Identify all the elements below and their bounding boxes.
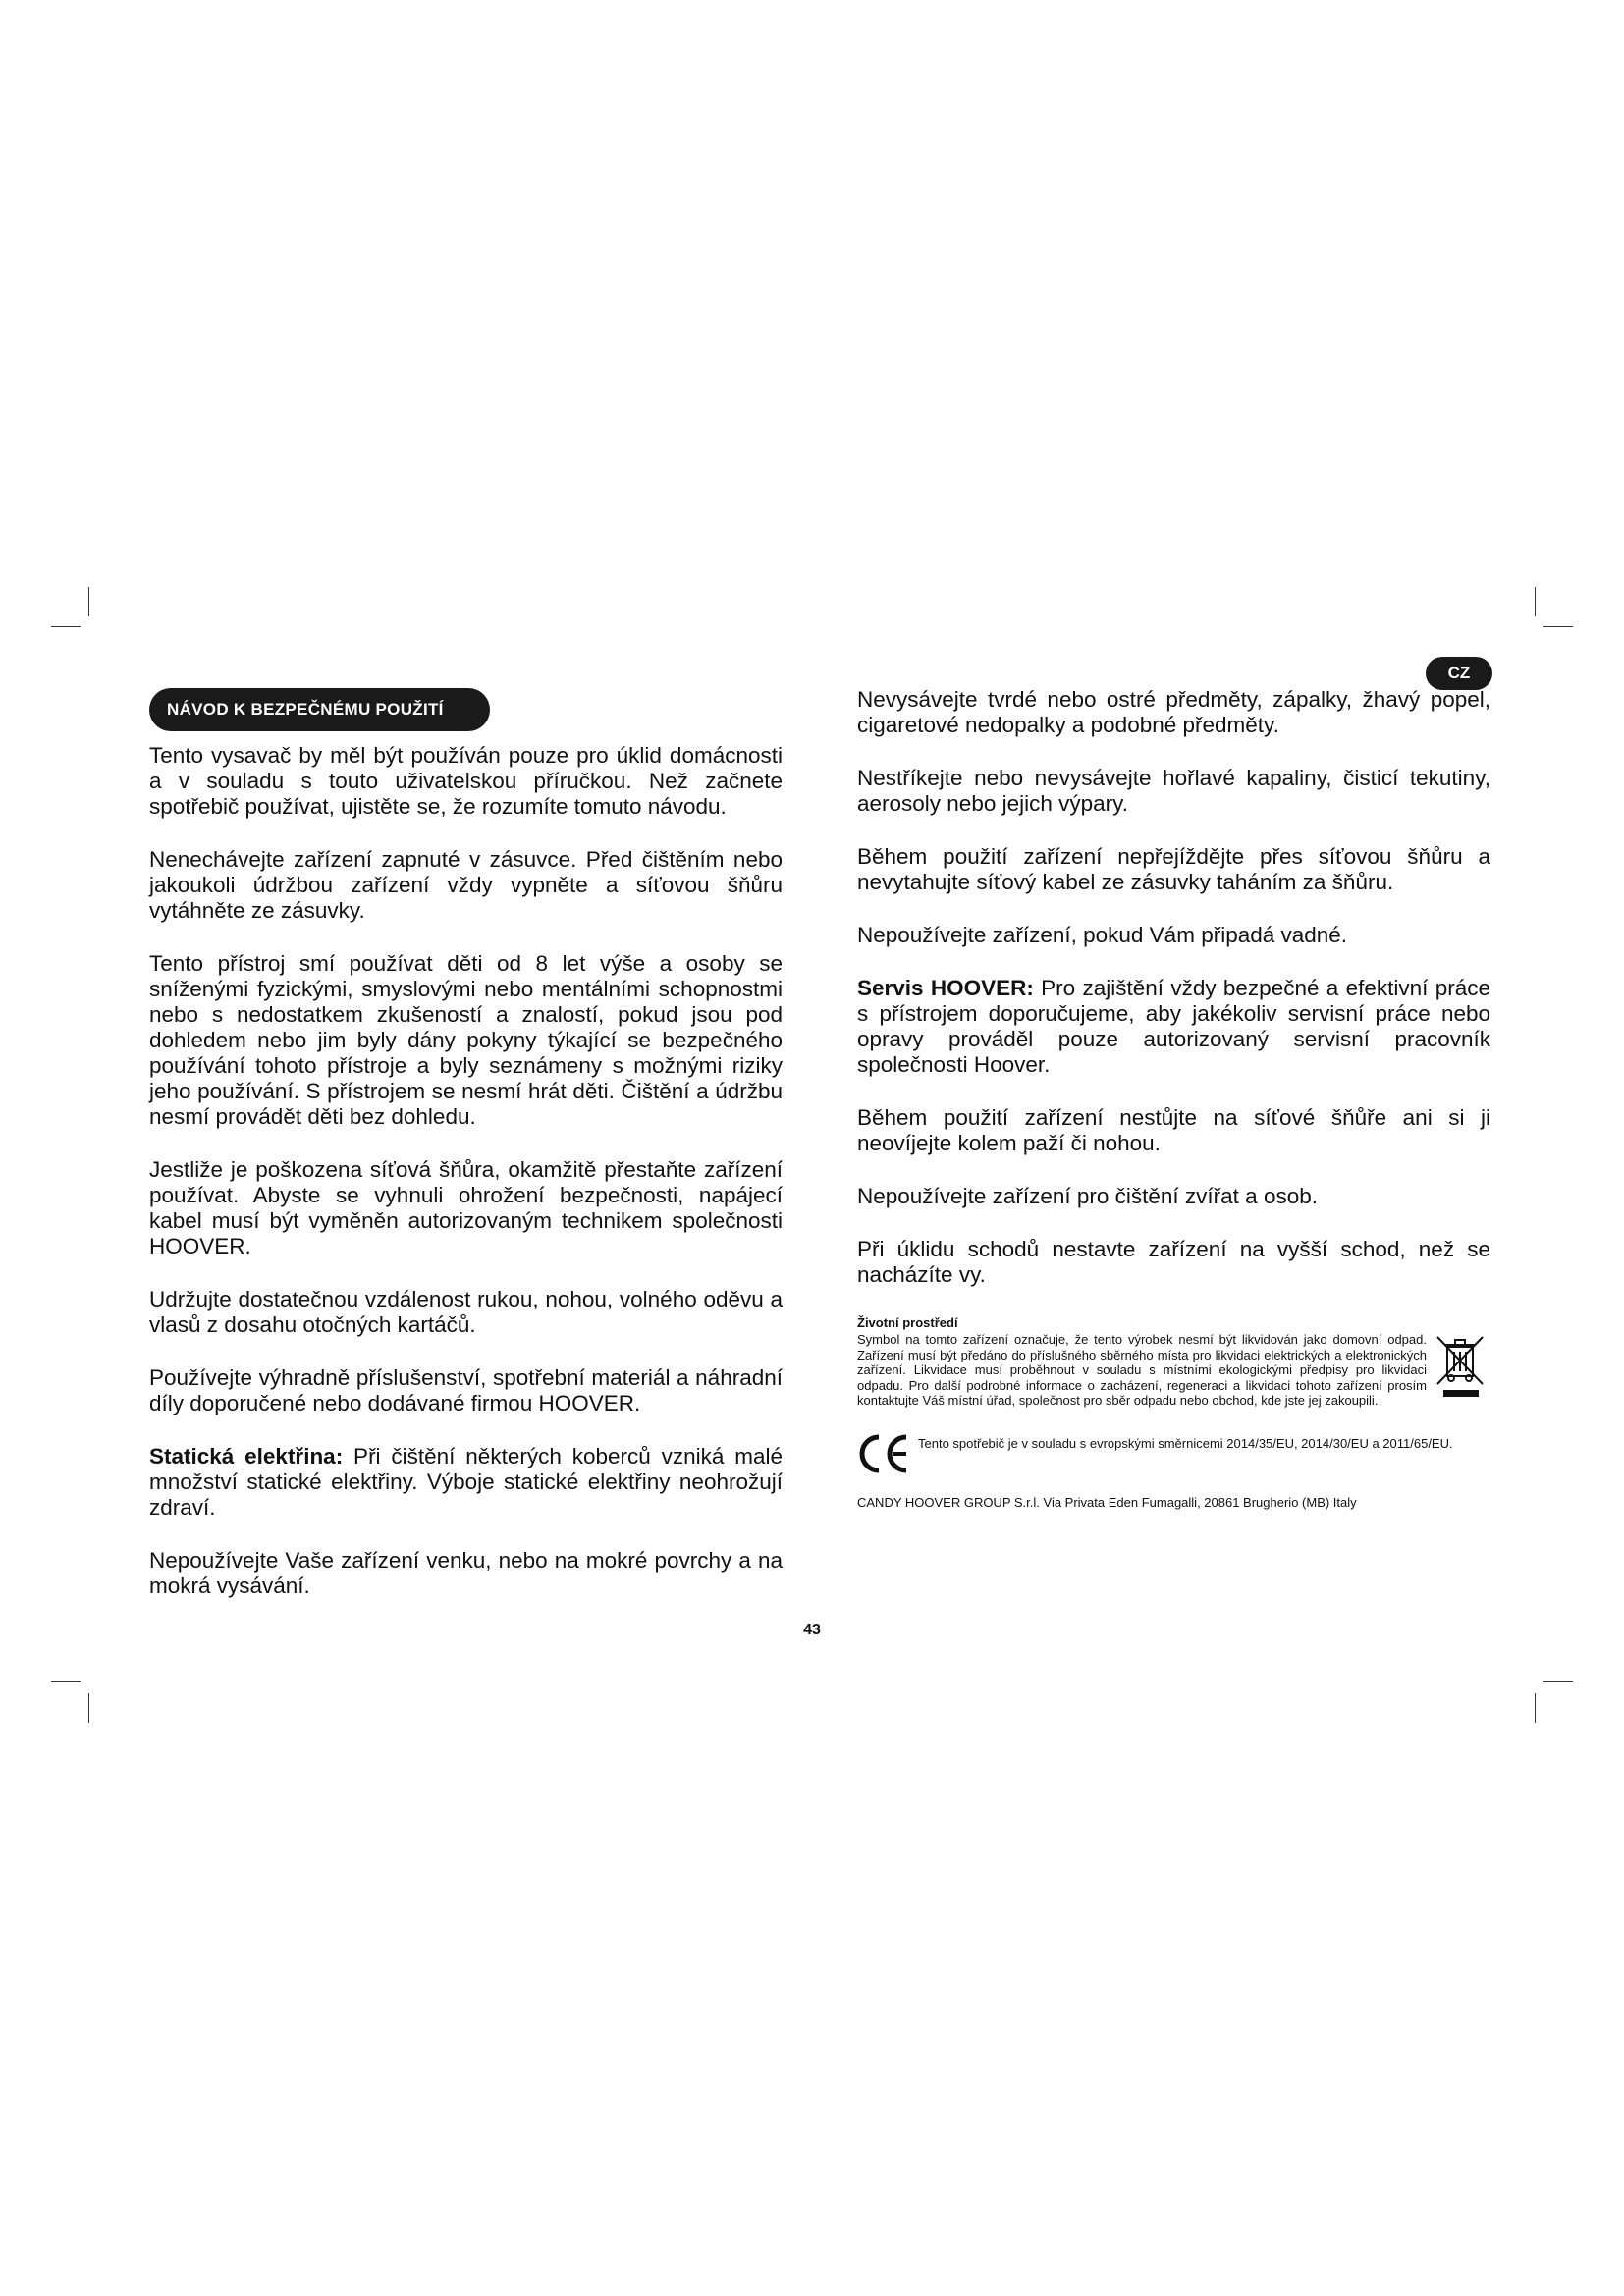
crop-mark <box>1543 626 1573 627</box>
paragraph-text: Při čištění některých koberců vzniká malé množství statické elektřiny. Výboje statické elektřiny neohrožují zdraví. <box>149 1444 783 1520</box>
paragraph: Jestliže je poškozena síťová šňůra, okamžitě přestaňte zařízení používat. Abyste se vyhnuli ohrožení bezpečnosti, napájecí kabel musí být vyměněn autorizovaným technikem společnosti HOOVER. <box>149 1157 783 1258</box>
left-column <box>149 743 783 1627</box>
environment-section <box>857 1315 1490 1409</box>
paragraph: Nestříkejte nebo nevysávejte hořlavé kapaliny, čisticí tekutiny, aerosoly nebo jejich výpary. <box>857 766 1490 816</box>
paragraph: Udržujte dostatečnou vzdálenost rukou, nohou, volného oděvu a vlasů z dosahu otočných kartáčů. <box>149 1287 783 1337</box>
crop-mark <box>1543 1681 1573 1682</box>
paragraph-label: Statická elektřina: <box>149 1444 344 1468</box>
paragraph: Nepoužívejte zařízení pro čištění zvířat a osob. <box>857 1184 1318 1208</box>
crop-mark <box>88 587 89 616</box>
paragraph-text: Pro zajištění vždy bezpečné a efektivní práce s přístrojem doporučujeme, aby jakékoliv servisní práce nebo opravy prováděl pouze autorizovaný servisní pracovník společnosti Hoover. <box>857 976 1490 1077</box>
paragraph: Tento přístroj smí používat děti od 8 let výše a osoby se sníženými fyzickými, smyslovými nebo mentálními schopnostmi nebo s nedostatkem zkušeností a znalostí, pokud jsou pod dohledem nebo jim byly dány pokyny týkající se bezpečného používání tohoto přístroje a byly seznámeny s možnými riziky jeho používání. S přístrojem se nesmí hrát děti. Čištění a údržbu nesmí provádět děti bez dohledu. <box>149 951 783 1129</box>
weee-bin-icon <box>1432 1333 1490 1402</box>
right-column <box>857 687 1490 1511</box>
language-badge: CZ <box>1426 657 1492 690</box>
paragraph: Nepoužívejte zařízení, pokud Vám připadá vadné. <box>857 923 1348 947</box>
paragraph: Během použití zařízení nepřejíždějte přes síťovou šňůru a nevytahujte síťový kabel ze zásuvky taháním za šňůru. <box>857 844 1490 894</box>
paragraph: Používejte výhradně příslušenství, spotřební materiál a náhradní díly doporučené nebo dodávané firmou HOOVER. <box>149 1365 783 1415</box>
paragraph-service <box>857 976 1490 1078</box>
environment-text: Symbol na tomto zařízení označuje, že tento výrobek nesmí být likvidován jako domovní odpad. Zařízení musí být předáno do příslušného sběrného místa pro likvidaci elektrických a elektronických zařízení. Likvidace musí proběhnout v souladu s místními ekologickými předpisy pro likvidaci odpadu. Pro další podrobné informace o zacházení, regeneraci a likvidaci tohoto zařízení prosím kontaktujte Váš místní úřad, společnost pro sběr odpadu nebo obchod, kde jste jej zakoupili. <box>857 1332 1427 1408</box>
page-number: 43 <box>803 1622 821 1638</box>
paragraph: Tento vysavač by měl být používán pouze pro úklid domácnosti a v souladu s touto uživatelskou příručkou. Než začnete spotřebič používat, ujistěte se, že rozumíte tomuto návodu. <box>149 743 783 819</box>
paragraph: Nepoužívejte Vaše zařízení venku, nebo na mokré povrchy a na mokrá vysávání. <box>149 1548 783 1598</box>
paragraph: Při úklidu schodů nestavte zařízení na vyšší schod, než se nacházíte vy. <box>857 1237 1490 1287</box>
ce-mark-icon <box>857 1432 914 1475</box>
environment-title: Životní prostředí <box>857 1315 958 1330</box>
section-title: NÁVOD K BEZPEČNÉMU POUŽITÍ <box>149 688 490 731</box>
ce-text: Tento spotřebič je v souladu s evropskými směrnicemi 2014/35/EU, 2014/30/EU a 2011/65/EU. <box>918 1435 1453 1451</box>
paragraph: Nenechávejte zařízení zapnuté v zásuvce. Před čištěním nebo jakoukoli údržbou zařízení vždy vypněte a síťovou šňůru vytáhněte ze zásuvky. <box>149 847 783 923</box>
ce-section <box>857 1432 1490 1475</box>
paragraph: Nevysávejte tvrdé nebo ostré předměty, zápalky, žhavý popel, cigaretové nedopalky a podobné předměty. <box>857 687 1490 737</box>
crop-mark <box>51 626 81 627</box>
paragraph-label: Servis HOOVER: <box>857 976 1034 1000</box>
crop-mark <box>1535 587 1536 616</box>
crop-mark <box>88 1693 89 1723</box>
company-address: CANDY HOOVER GROUP S.r.l. Via Privata Eden Fumagalli, 20861 Brugherio (MB) Italy <box>857 1494 1357 1510</box>
crop-mark <box>1535 1693 1536 1723</box>
paragraph-static-electricity <box>149 1444 783 1521</box>
paragraph: Během použití zařízení nestůjte na síťové šňůře ani si ji neovíjejte kolem paží či nohou. <box>857 1105 1490 1155</box>
crop-mark <box>51 1681 81 1682</box>
